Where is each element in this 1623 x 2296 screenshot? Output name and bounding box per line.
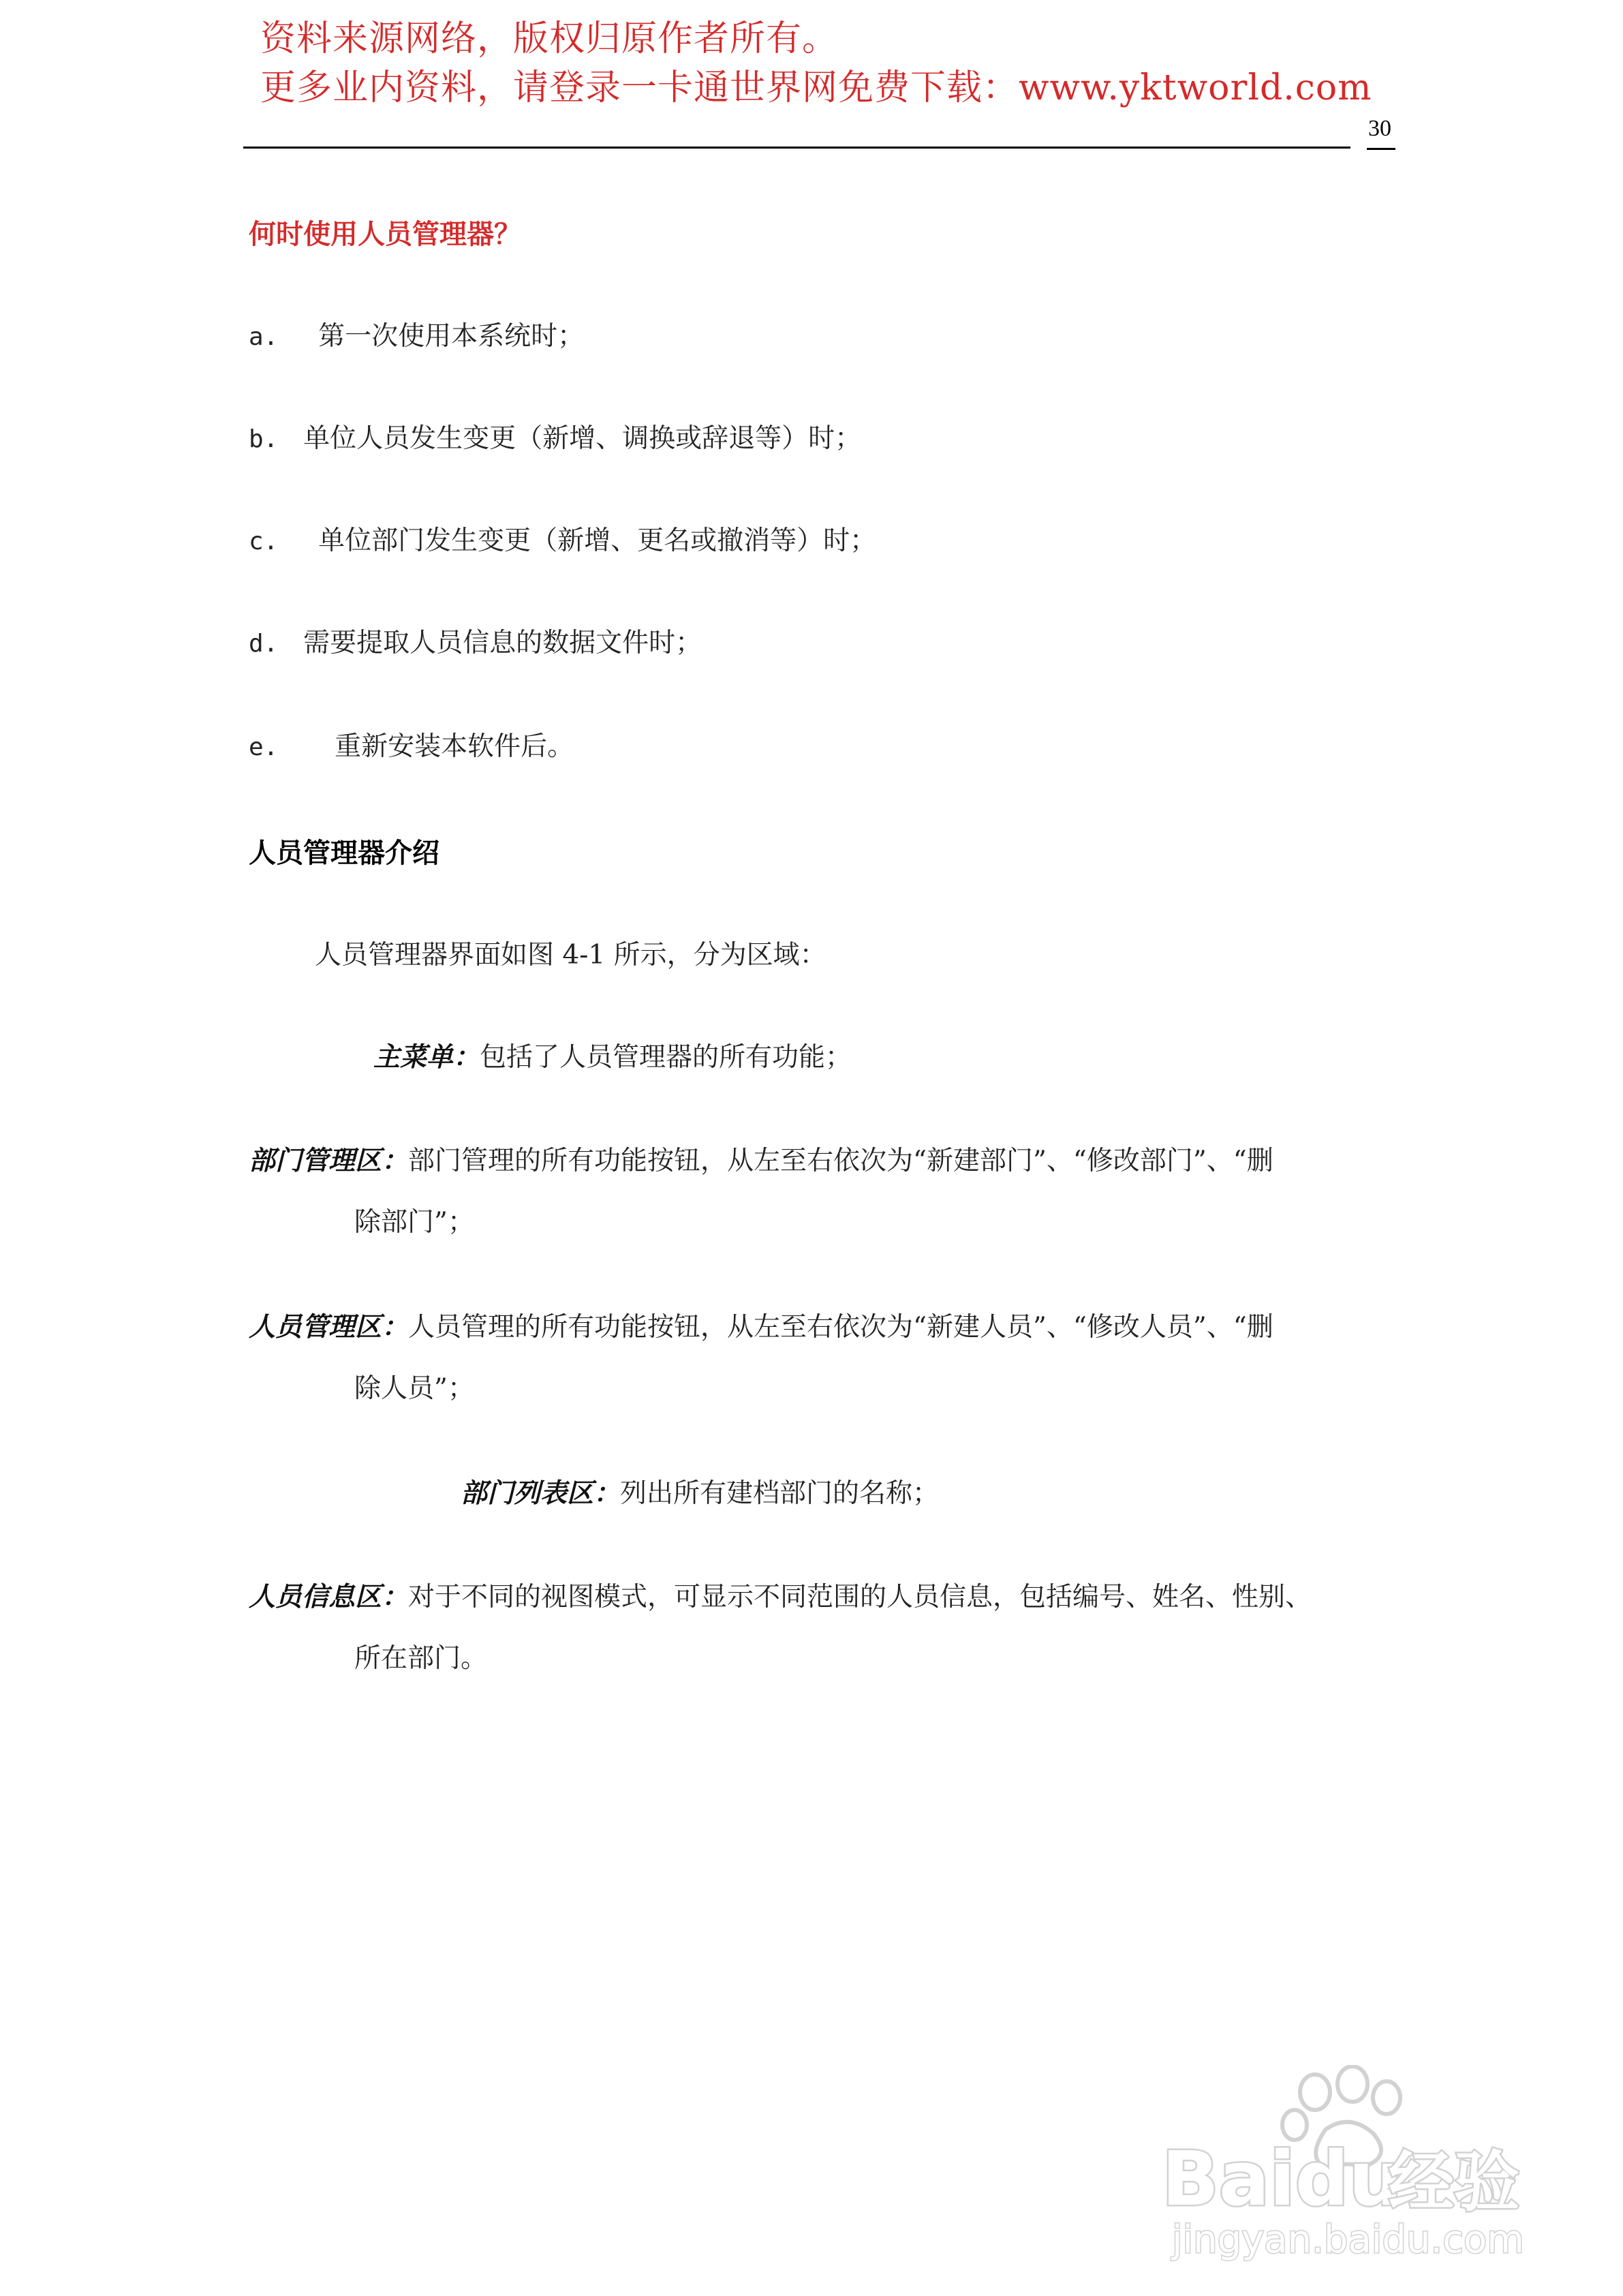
term-dept-list: 部门列表区： bbox=[461, 1478, 621, 1509]
list-item-text: 重新安装本软件后。 bbox=[335, 731, 574, 762]
term-main-menu: 主菜单： bbox=[373, 1041, 480, 1073]
list-item bbox=[249, 622, 702, 660]
list-item bbox=[249, 315, 584, 353]
staff-mgmt-desc-line2: 除人员”； bbox=[354, 1373, 474, 1404]
list-marker: e. bbox=[249, 733, 279, 761]
list-marker: a. bbox=[249, 323, 279, 351]
watermark-url: jingyan.baidu.com bbox=[1172, 2218, 1524, 2262]
dept-mgmt-desc-line2: 除部门”； bbox=[354, 1207, 474, 1238]
source-notice-line-2: 更多业内资料，请登录一卡通世界网免费下载：www.yktworld.com bbox=[260, 67, 1372, 108]
dept-mgmt-desc-line1: 部门管理的所有功能按钮，从左至右依次为“新建部门”、“修改部门”、“删 bbox=[408, 1146, 1273, 1176]
section-title-intro: 人员管理器介绍 bbox=[249, 838, 439, 869]
watermark-product: 经验 bbox=[1389, 2144, 1519, 2220]
main-menu-description bbox=[373, 1036, 852, 1074]
section-title-when-to-use: 何时使用人员管理器？ bbox=[249, 219, 521, 250]
staff-info-desc-line2: 所在部门。 bbox=[354, 1643, 488, 1674]
dept-list-description bbox=[461, 1472, 939, 1510]
source-notice-line-1: 资料来源网络，版权归原作者所有。 bbox=[260, 18, 839, 59]
list-item bbox=[249, 725, 574, 763]
list-item-text: 需要提取人员信息的数据文件时； bbox=[303, 628, 702, 658]
list-item bbox=[249, 417, 861, 455]
list-marker: d. bbox=[249, 630, 279, 658]
staff-info-description bbox=[249, 1576, 1312, 1614]
dept-list-desc: 列出所有建档部门的名称； bbox=[620, 1478, 940, 1509]
list-marker: c. bbox=[249, 527, 279, 555]
term-staff-info: 人员信息区： bbox=[249, 1581, 409, 1612]
term-dept-mgmt: 部门管理区： bbox=[249, 1145, 409, 1176]
list-item bbox=[249, 519, 876, 557]
list-marker: b. bbox=[249, 425, 279, 453]
page-number: 30 bbox=[1368, 116, 1391, 141]
list-item-text: 单位人员发生变更（新增、调换或辞退等）时； bbox=[303, 423, 862, 454]
header-rule bbox=[243, 147, 1350, 149]
intro-paragraph: 人员管理器界面如图 4-1 所示，分为区域： bbox=[315, 940, 826, 970]
watermark-brand: Baidu bbox=[1162, 2135, 1402, 2222]
staff-mgmt-desc-line1: 人员管理的所有功能按钮，从左至右依次为“新建人员”、“修改人员”、“删 bbox=[408, 1312, 1273, 1343]
term-staff-mgmt: 人员管理区： bbox=[249, 1311, 409, 1343]
list-item-text: 单位部门发生变更（新增、更名或撤消等）时； bbox=[318, 525, 877, 556]
list-item-text: 第一次使用本系统时； bbox=[318, 321, 585, 352]
main-menu-desc: 包括了人员管理器的所有功能； bbox=[480, 1042, 852, 1073]
staff-info-desc-line1: 对于不同的视图模式，可显示不同范围的人员信息，包括编号、姓名、性别、 bbox=[408, 1582, 1312, 1612]
staff-mgmt-description bbox=[249, 1306, 1273, 1344]
dept-mgmt-description bbox=[249, 1139, 1273, 1178]
page-number-underline bbox=[1367, 148, 1395, 150]
baidu-jingyan-watermark bbox=[1158, 2065, 1540, 2263]
